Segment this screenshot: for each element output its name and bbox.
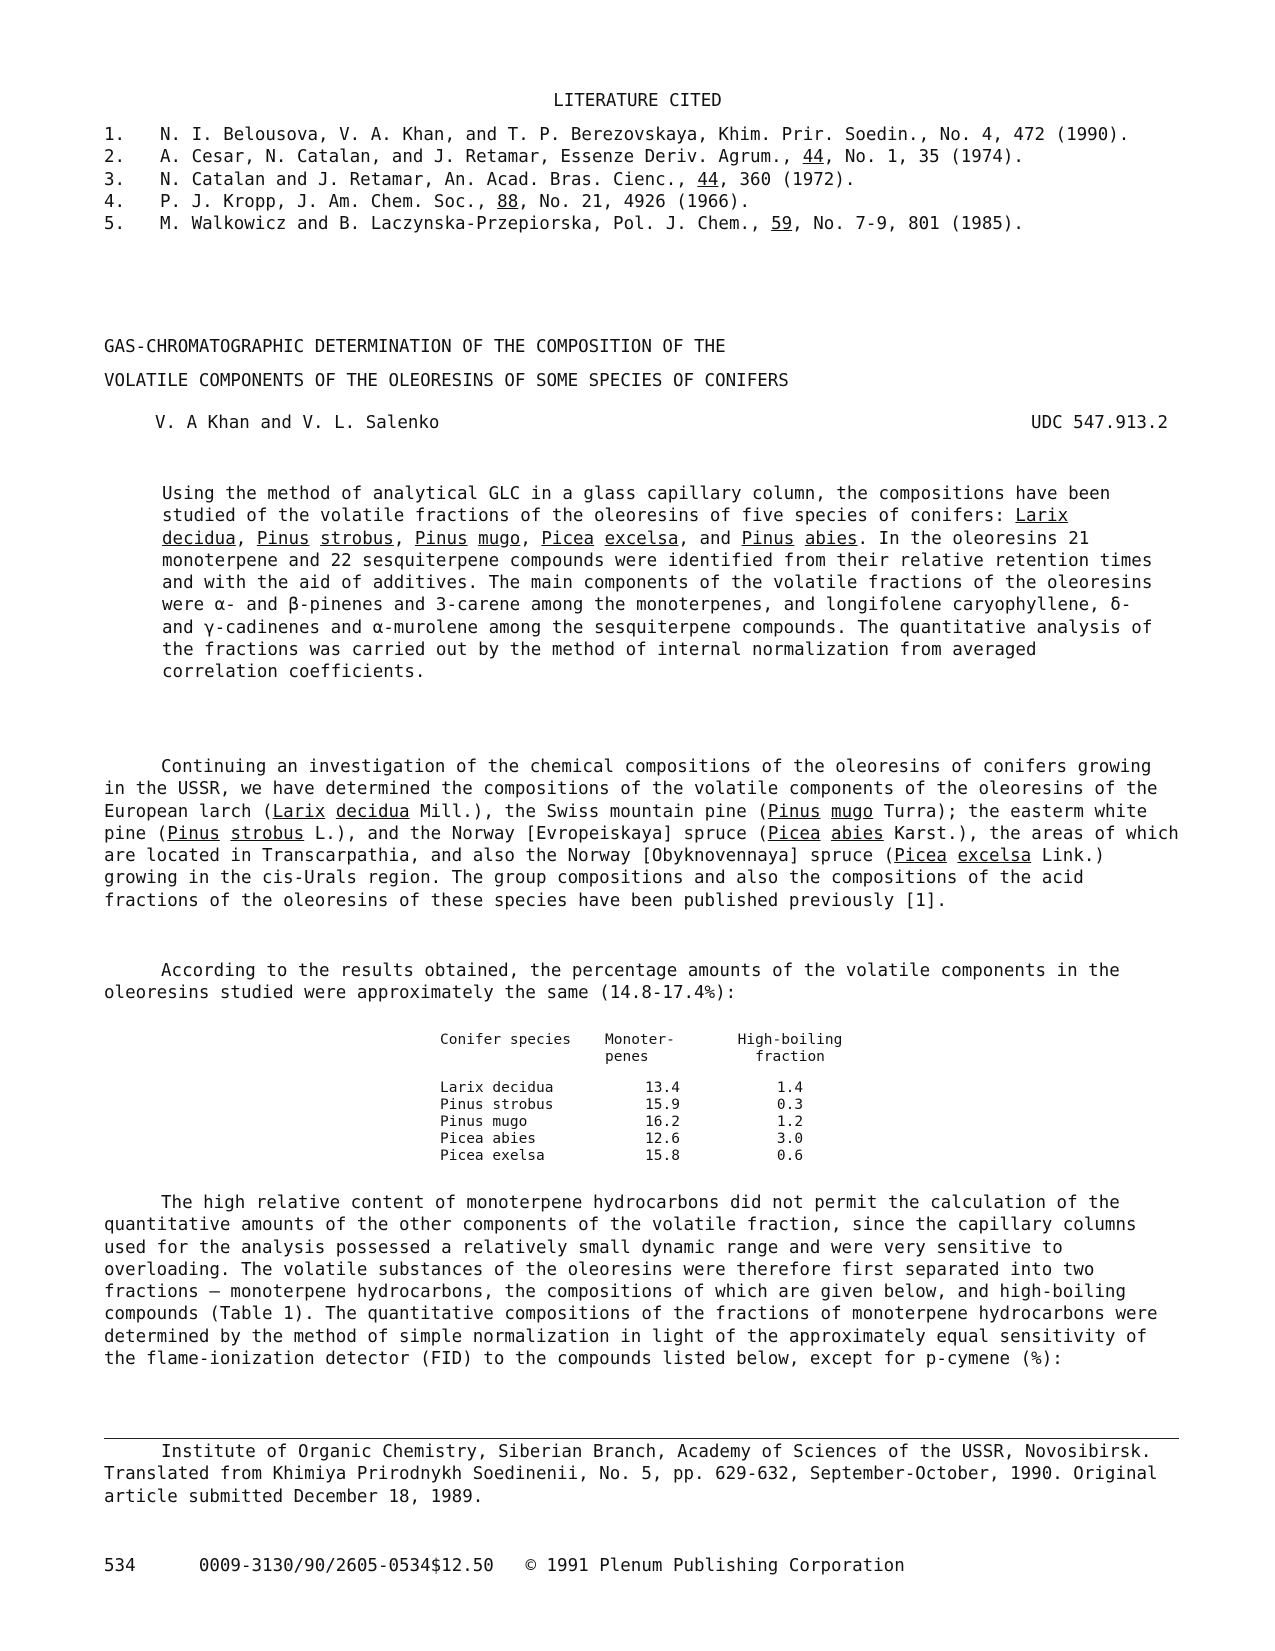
body-paragraph-3-text: The high relative content of monoterpene hydrocarbons did not permit the calculation of the quantitative amounts of the other components of the volatile fraction, since the capillary columns used for the analysis possessed a relatively small dynamic range and were very sensitive to overloading. The volatile substances of the oleoresins were therefore first separated into two fractions — monoterpene hydrocarbons, the compositions of which are given below, and high-boiling compounds (Table 1). The quantitative compositions of the fractions of monoterpene hydrocarbons were determined by the method of simple normalization in light of the approximately equal sensitivity of the flame-ionization detector (FID) to the compounds listed below, except for p-cymene (%): <box>104 1193 1158 1370</box>
reference-text: M. Walkowicz and B. Laczynska-Przepiorska, Pol. J. Chem., 59, No. 7-9, 801 (1985). <box>160 214 1024 235</box>
page-number: 534 <box>104 1556 136 1576</box>
table-cell-monoterpenes: 15.8 <box>645 1148 680 1164</box>
table-cell-monoterpenes: 13.4 <box>645 1080 680 1096</box>
table-cell-high-boiling: 0.3 <box>776 1097 804 1113</box>
table-cell-species: Picea exelsa <box>440 1148 545 1164</box>
udc-code: UDC 547.913.2 <box>1031 413 1168 433</box>
body-paragraph-1-text: Continuing an investigation of the chemical compositions of the oleoresins of conifers growing in the USSR, we have determined the compositions of the volatile components of the oleoresins of the European larch (Larix decidua Mill.), the Swiss mountain pine (Pinus mugo Turra); the easterm white pine (Pinus strobus L.), and the Norway [Evropeiskaya] spruce (Picea abies Karst.), the areas of which are located in Transcarpathia, and also the Norway [Obyknovennaya] spruce (Picea excelsa Link.) growing in the cis-Urals region. The group compositions and also the compositions of the acid fractions of the oleoresins of these species have been published previously [1]. <box>104 757 1179 911</box>
reference-text: N. Catalan and J. Retamar, An. Acad. Bras. Cienc., 44, 360 (1972). <box>160 169 856 190</box>
reference-item <box>104 169 1184 191</box>
table-cell-high-boiling: 0.6 <box>776 1148 804 1164</box>
footnote-divider <box>104 1438 1179 1439</box>
reference-number: 3. <box>104 169 126 190</box>
body-paragraph-1 <box>104 756 1179 912</box>
article-title <box>104 330 1204 398</box>
reference-number: 4. <box>104 191 126 212</box>
table-row <box>440 1114 860 1131</box>
reference-list <box>104 124 1184 235</box>
table-header-high-boiling: High-boiling fraction <box>737 1032 843 1065</box>
body-paragraph-2 <box>104 960 1179 1005</box>
copyright: © 1991 Plenum Publishing Corporation <box>525 1556 905 1576</box>
body-paragraph-3 <box>104 1192 1184 1370</box>
table-cell-high-boiling: 1.4 <box>776 1080 804 1096</box>
reference-number: 1. <box>104 125 126 145</box>
reference-item <box>104 146 1184 168</box>
table-row <box>440 1097 860 1114</box>
table-cell-high-boiling: 1.2 <box>776 1114 804 1130</box>
article-title-line-1: GAS-CHROMATOGRAPHIC DETERMINATION OF THE COMPOSITION OF THE <box>104 337 726 357</box>
reference-item <box>104 124 1184 146</box>
footnote <box>104 1441 1179 1508</box>
reference-item <box>104 213 1184 235</box>
reference-item <box>104 191 1184 213</box>
footnote-text: Institute of Organic Chemistry, Siberian Branch, Academy of Sciences of the USSR, Novosibirsk. Translated from Khimiya Prirodnykh Soedinenii, No. 5, pp. 629-632, September-October, 1990. Original article submitted December 18, 1989. <box>104 1442 1158 1507</box>
table-cell-monoterpenes: 15.9 <box>645 1097 680 1113</box>
body-paragraph-2-text: According to the results obtained, the percentage amounts of the volatile components in the oleoresins studied were approximately the same (14.8-17.4%): <box>104 961 1120 1004</box>
table-row <box>440 1131 860 1148</box>
reference-number: 2. <box>104 147 126 168</box>
table-row <box>440 1148 860 1165</box>
table-cell-species: Pinus mugo <box>440 1114 528 1130</box>
reference-text: A. Cesar, N. Catalan, and J. Retamar, Essenze Deriv. Agrum., 44, No. 1, 35 (1974). <box>160 147 1024 168</box>
composition-table <box>440 1032 860 1165</box>
table-cell-monoterpenes: 12.6 <box>645 1131 680 1147</box>
abstract: Using the method of analytical GLC in a glass capillary column, the compositions have been studied of the volatile fractions of the oleoresins of five species of conifers: Larix decidua, Pinus strobus, Pinus mugo, Picea excelsa, and Pinus abies. In the oleoresins 21 monoterpene and 22 sesquiterpene compounds were identified from their relative retention times and with the aid of additives. The main components of the volatile fractions of the oleoresins were α- and β-pinenes and 3-carene among the monoterpenes, and longifolene caryophyllene, δ- and γ-cadinenes and α-murolene among the sesquiterpene compounds. The quantitative analysis of the fractions was carried out by the method of internal normalization from averaged correlation coefficients. <box>162 484 1153 683</box>
article-authors: V. A Khan and V. L. Salenko <box>155 413 440 433</box>
table-header-monoterpenes: Monoter- penes <box>605 1032 675 1065</box>
article-title-line-2: VOLATILE COMPONENTS OF THE OLEORESINS OF SOME SPECIES OF CONIFERS <box>104 371 789 391</box>
reference-text: N. I. Belousova, V. A. Khan, and T. P. Berezovskaya, Khim. Prir. Soedin., No. 4, 472 (1990). <box>160 125 1130 145</box>
literature-heading: LITERATURE CITED <box>553 91 722 111</box>
table-cell-high-boiling: 3.0 <box>776 1131 804 1147</box>
table-row <box>440 1080 860 1097</box>
table-cell-species: Picea abies <box>440 1131 537 1147</box>
table-cell-species: Larix decidua <box>440 1080 554 1096</box>
reference-number: 5. <box>104 214 126 235</box>
table-header-row <box>440 1032 860 1080</box>
table-cell-species: Pinus strobus <box>440 1097 554 1113</box>
reference-text: P. J. Kropp, J. Am. Chem. Soc., 88, No. 21, 4926 (1966). <box>160 191 751 212</box>
table-cell-monoterpenes: 16.2 <box>645 1114 680 1130</box>
table-header-species: Conifer species <box>440 1032 571 1048</box>
page-footer <box>104 1555 1204 1577</box>
article-code: 0009-3130/90/2605-0534$12.50 <box>198 1556 494 1576</box>
